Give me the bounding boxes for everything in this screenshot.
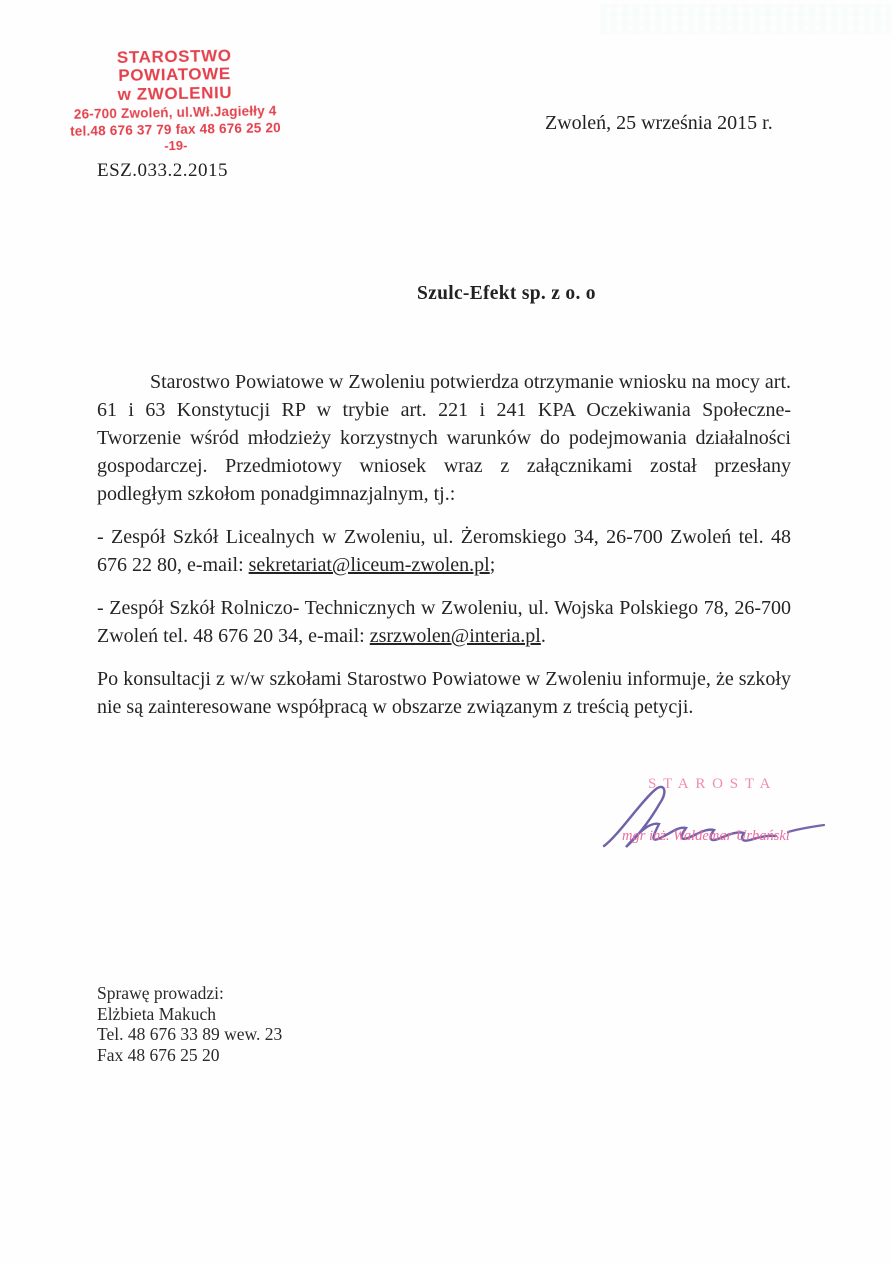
school-1-text: - Zespół Szkół Licealnych w Zwoleniu, ul. Żeromskiego 34, 26-700 Zwoleń tel. 48 676 22 80, e-mail: (97, 526, 791, 576)
signature-title-stamp: STAROSTA (648, 776, 778, 792)
letter-body (97, 368, 791, 721)
scan-artifact (600, 4, 890, 34)
letter-date: Zwoleń, 25 września 2015 r. (545, 112, 773, 134)
school-1-punct: ; (489, 554, 496, 576)
reference-number: ESZ.033.2.2015 (97, 160, 229, 181)
stamp-phone-fax: tel.48 676 37 79 fax 48 676 25 20 (69, 119, 282, 139)
school-2-punct: . (540, 625, 546, 647)
body-paragraph-2: Po konsultacji z w/w szkołami Starostwo Powiatowe w Zwoleniu informuje, że szkoły nie są zainteresowane współpracą w obszarze związanym z treścią petycji. (97, 668, 791, 718)
school-2-text: - Zespół Szkół Rolniczo- Technicznych w Zwoleniu, ul. Wojska Polskiego 78, 26-700 Zwoleń tel. 48 676 20 34, e-mail: (97, 597, 791, 647)
addressee-name: Szulc-Efekt sp. z o. o (417, 283, 596, 304)
school-list-item-1 (97, 523, 791, 579)
signatory-name-stamp: mgr inż. Waldemar Urbański (622, 828, 790, 844)
case-handler-phone: Tel. 48 676 33 89 wew. 23 (97, 1024, 283, 1044)
school-2-email: zsrzwolen@interia.pl (369, 625, 541, 647)
signature-block (598, 776, 848, 871)
case-handler-name: Elżbieta Makuch (97, 1003, 217, 1024)
office-stamp (65, 46, 285, 154)
stamp-office-name: STAROSTWO POWIATOWE (116, 46, 232, 85)
stamp-number: -19- (164, 137, 188, 154)
stamp-address: 26-700 Zwoleń, ul.Wł.Jagiełły 4 (73, 102, 277, 122)
case-handler-label: Sprawę prowadzi: (97, 983, 224, 1003)
body-paragraph-1: Starostwo Powiatowe w Zwoleniu potwierdza otrzymanie wniosku na mocy art. 61 i 63 Konstytucji RP w trybie art. 221 i 241 KPA Oczekiwania Społeczne- Tworzenie wśród młodzieży korzystnych warunków do podejmowania działalności gospodarczej. Przedmiotowy wniosek wraz z załącznikami został przesłany podległym szkołom ponadgimnazjalnym, tj.: (97, 371, 791, 505)
school-list-item-2 (97, 594, 791, 650)
case-handler-block (97, 983, 282, 1065)
stamp-office-city: w ZWOLENIU (117, 82, 233, 104)
case-handler-fax: Fax 48 676 25 20 (97, 1044, 220, 1065)
school-1-email: sekretariat@liceum-zwolen.pl (248, 554, 490, 576)
